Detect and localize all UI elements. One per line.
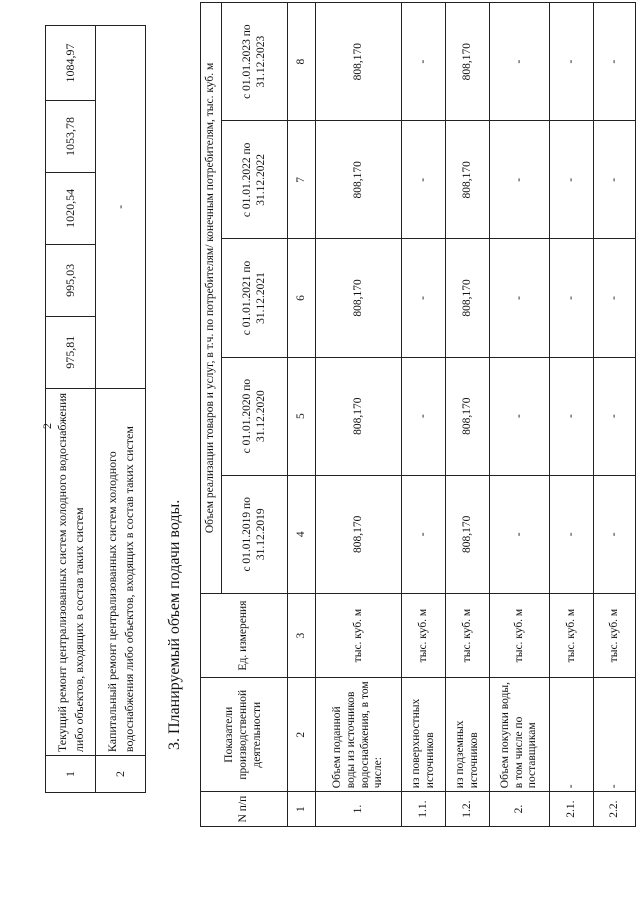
row-value: 808,170: [316, 357, 402, 475]
row-value: -: [594, 239, 636, 357]
row-label: из подземных источников: [446, 678, 490, 792]
header-row: [201, 3, 222, 827]
header-period: с 01.01.2023 по 31.12.2023: [222, 3, 288, 121]
row-value: 808,170: [446, 121, 490, 239]
table-row: [594, 3, 636, 827]
header-period: с 01.01.2021 по 31.12.2021: [222, 239, 288, 357]
header-indicator: Показатели производственной деятельности: [201, 678, 288, 792]
row-value: -: [402, 475, 446, 593]
cost-value: 1020,54: [46, 172, 96, 244]
water-supply-table: [200, 2, 636, 827]
row-unit: тыс. куб. м: [316, 593, 402, 677]
header-period: с 01.01.2019 по 31.12.2019: [222, 475, 288, 593]
row-value: -: [402, 3, 446, 121]
table-row: [96, 26, 146, 793]
column-number: 4: [288, 475, 316, 593]
header-volume: Объем реализации товаров и услуг, в т.ч. по потребителям/ конечным потребителям, тыс. куб. м: [201, 3, 222, 594]
row-unit: тыс. куб. м: [402, 593, 446, 677]
column-numbers-row: [288, 3, 316, 827]
column-number: 8: [288, 3, 316, 121]
row-value: -: [490, 357, 550, 475]
page-number: 2: [40, 423, 54, 429]
row-unit: тыс. куб. м: [550, 593, 594, 677]
column-number: 1: [288, 792, 316, 827]
row-description: Капитальный ремонт централизованных систем холодного водоснабжения либо объектов, входящих в состав таких систем: [96, 388, 146, 755]
row-value: -: [490, 239, 550, 357]
row-label: из поверхностных источников: [402, 678, 446, 792]
column-number: 7: [288, 121, 316, 239]
column-number: 5: [288, 357, 316, 475]
section-heading: 3. Планируемый объем подачи воды.: [166, 499, 183, 750]
row-value: -: [550, 475, 594, 593]
row-number: 1.1.: [402, 792, 446, 827]
row-number: 1.: [316, 792, 402, 827]
table-row: [46, 26, 96, 793]
table-row: [402, 3, 446, 827]
row-number: 2.1.: [550, 792, 594, 827]
header-period: с 01.01.2022 по 31.12.2022: [222, 121, 288, 239]
row-value: -: [594, 475, 636, 593]
table-row: [446, 3, 490, 827]
column-number: 3: [288, 593, 316, 677]
row-value: -: [402, 357, 446, 475]
row-value: -: [550, 121, 594, 239]
row-unit: тыс. куб. м: [446, 593, 490, 677]
row-value: -: [402, 239, 446, 357]
row-value: -: [490, 3, 550, 121]
row-value: -: [594, 357, 636, 475]
row-value: 808,170: [446, 239, 490, 357]
cost-value: 1053,78: [46, 100, 96, 172]
column-number: 6: [288, 239, 316, 357]
cost-value: 1084,97: [46, 26, 96, 101]
cost-value: 995,03: [46, 244, 96, 316]
row-value: -: [550, 239, 594, 357]
row-value: -: [594, 121, 636, 239]
row-value: -: [550, 357, 594, 475]
row-value: -: [594, 3, 636, 121]
row-unit: тыс. куб. м: [490, 593, 550, 677]
table-row: [550, 3, 594, 827]
row-description: Текущий ремонт централизованных систем холодного водоснабжения либо объектов, входящих в состав таких систем: [46, 388, 96, 755]
row-value: 808,170: [316, 239, 402, 357]
row-number: 2.2.: [594, 792, 636, 827]
column-number: 2: [288, 678, 316, 792]
table-row: [316, 3, 402, 827]
header-num: N п/п: [201, 792, 288, 827]
repair-costs-table: [45, 25, 146, 793]
row-value: -: [490, 475, 550, 593]
header-period: с 01.01.2020 по 31.12.2020: [222, 357, 288, 475]
row-label: Объем покупки воды, в том числе по поставщикам: [490, 678, 550, 792]
cost-value-merged: -: [96, 26, 146, 389]
row-number: 2.: [490, 792, 550, 827]
table-row: [490, 3, 550, 827]
row-value: 808,170: [446, 475, 490, 593]
row-value: 808,170: [446, 357, 490, 475]
row-value: 808,170: [316, 3, 402, 121]
row-value: 808,170: [316, 475, 402, 593]
row-number: 1.2.: [446, 792, 490, 827]
row-label: -: [550, 678, 594, 792]
row-number: 1: [46, 756, 96, 793]
row-value: 808,170: [316, 121, 402, 239]
row-label: -: [594, 678, 636, 792]
row-value: 808,170: [446, 3, 490, 121]
row-value: -: [490, 121, 550, 239]
header-unit: Ед. измерения: [201, 593, 288, 677]
row-value: -: [402, 121, 446, 239]
row-label: Объем поданной воды из источников водоснабжения, в том числе:: [316, 678, 402, 792]
cost-value: 975,81: [46, 316, 96, 388]
row-value: -: [550, 3, 594, 121]
row-unit: тыс. куб. м: [594, 593, 636, 677]
row-number: 2: [96, 756, 146, 793]
